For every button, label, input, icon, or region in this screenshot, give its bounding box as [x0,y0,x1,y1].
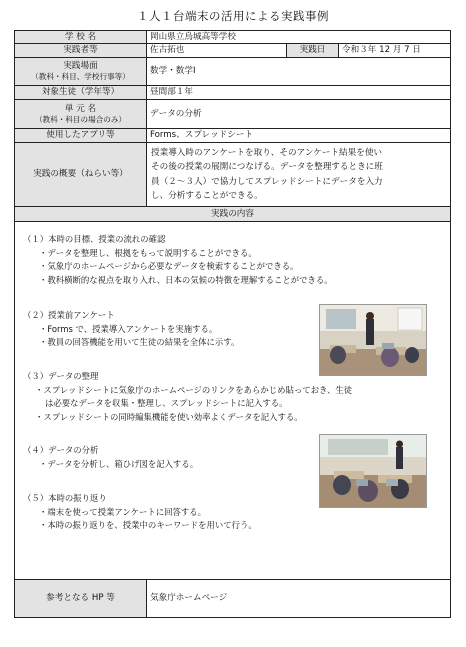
school-label: 学 校 名 [15,31,147,44]
section-3-item-continuation: は必要なデータを収集・整理し、スプレッドシートに記入する。 [45,398,288,409]
section-2-heading: （２）授業前アンケート [23,310,115,320]
overview-line: し、分析することができる。 [151,191,263,201]
classroom-photo-analysis [319,434,427,508]
unit-label-main: 単 元 名 [64,103,97,114]
scene-value: 数学・数学Ⅰ [147,58,451,86]
section-1 [23,233,333,287]
apps-value: Forms、スプレッドシート [147,129,451,143]
classroom-photo-survey-image [320,305,426,375]
section-4-heading: （４）データの分析 [23,445,99,455]
section-4-item: ・データを分析し、箱ひげ図を記入する。 [39,458,199,469]
overview-line: 授業導入時のアンケートを取り、そのアンケート結果を使い [151,147,383,158]
row-reference [15,580,451,618]
classroom-photo-survey [319,304,427,376]
page-title: １人１台端末の活用による実践事例 [137,9,329,23]
row-overview [15,143,451,207]
row-students [15,86,451,100]
scene-label-sub: （教科・科目、学校行事等） [31,72,130,82]
content-header: 実践の内容 [15,207,451,222]
overview-text [147,143,451,207]
row-scene [15,58,451,86]
section-2 [23,309,239,350]
school-value: 岡山県立烏城高等学校 [147,31,451,44]
section-3-item: ・スプレッドシートの同時編集機能を使い効率よくデータを記入する。 [35,411,303,422]
practitioner-value: 佐古拓也 [147,44,287,58]
practitioner-label: 実践者等 [15,44,147,58]
section-3 [23,370,352,424]
row-practitioner [15,44,451,58]
date-value: 令和３年 12 月 7 日 [339,44,451,58]
row-unit [15,100,451,129]
reference-value: 気象庁ホームページ [147,580,451,618]
students-label: 対象生徒（学年等） [15,86,147,100]
practice-table [14,30,451,618]
apps-label: 使用したアプリ等 [15,129,147,143]
content-cell [15,222,451,580]
section-3-item: ・スプレッドシートに気象庁のホームページのリンクをあらかじめ貼っておき、生徒 [35,384,353,395]
section-5-heading: （５）本時の振り返り [23,493,107,503]
section-4 [23,444,198,471]
overview-line: その後の授業の展開につなげる。データを整理するときに班 [151,162,383,172]
reference-label: 参考となる HP 等 [15,580,147,618]
unit-label [15,100,147,129]
section-1-item: ・気象庁のホームページから必要なデータを検索することができる。 [39,261,299,272]
row-school [15,31,451,44]
section-3-heading: （３）データの整理 [23,371,99,381]
section-1-item: ・教科横断的な視点を取り入れ、日本の気候の特徴を理解することができる。 [39,274,333,285]
unit-label-sub: （教科・科目の場合のみ） [34,114,127,124]
unit-value: データの分析 [147,100,451,129]
row-apps [15,129,451,143]
students-value: 昼間部１年 [147,86,451,100]
section-5 [23,492,257,533]
scene-label [15,58,147,86]
row-content-header [15,207,451,222]
overview-label: 実践の概要（ねらい等） [15,143,147,207]
section-2-item: ・教員の回答機能を用いて生徒の結果を全体に示す。 [39,337,240,348]
section-2-item: ・Forms で、授業導入アンケートを実施する。 [39,323,218,334]
overview-line: 員（２～３人）で協力してスプレッドシートにデータを入力 [151,176,383,187]
classroom-photo-analysis-image [320,435,426,507]
section-5-item: ・本時の振り返りを、授業中のキーワードを用いて行う。 [39,520,257,531]
scene-label-main: 実践場面 [63,61,98,72]
section-5-item: ・端末を使って授業アンケートに回答する。 [39,506,206,517]
section-1-heading: （１）本時の目標、授業の流れの確認 [23,234,166,244]
date-label: 実践日 [287,44,339,58]
row-content [15,222,451,580]
section-1-item: ・データを整理し、根拠をもって説明することができる。 [39,247,257,258]
